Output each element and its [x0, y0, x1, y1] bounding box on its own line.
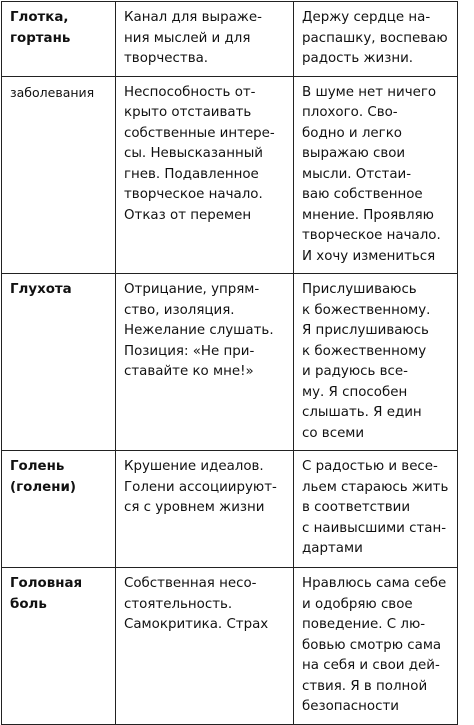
affirmation-line: и радуюсь все- — [302, 364, 408, 379]
affirmation-cell — [294, 2, 458, 77]
affirmation-line: творческое начало. — [302, 228, 441, 243]
affirmation-line: на себя и свои дей- — [302, 658, 440, 673]
ailments-table — [1, 1, 458, 725]
term-line: гортань — [10, 30, 71, 46]
problem-line: крыто отстаивать — [124, 105, 252, 120]
table-row — [2, 274, 458, 451]
problem-line: ство, изоляция. — [124, 302, 235, 318]
term-line: Головная — [10, 576, 83, 591]
problem-line: собственные интере- — [124, 125, 275, 141]
problem-line: Собственная несо- — [124, 576, 257, 591]
affirmation-line: льем стараюсь жить — [302, 479, 449, 495]
affirmation-line: бовью смотрю сама — [302, 637, 442, 653]
problem-cell — [116, 568, 294, 725]
affirmation-cell — [294, 274, 458, 451]
table-row — [2, 568, 458, 725]
problem-line: творчества. — [124, 51, 209, 66]
problem-line: Отрицание, упрям- — [124, 282, 260, 297]
term-line: Голень — [10, 459, 65, 474]
affirmation-line: плохого. Сво- — [302, 105, 398, 120]
affirmation-line: с наивысшими стан- — [302, 520, 447, 536]
affirmation-line: безопасности — [302, 699, 399, 714]
affirmation-line: Держу сердце на- — [302, 10, 431, 25]
problem-line: гнев. Подавленное — [124, 166, 259, 182]
problem-line: Канал для выраже- — [124, 10, 262, 25]
affirmation-line: радость жизни. — [302, 51, 414, 66]
affirmation-line: С радостью и весе- — [302, 459, 438, 474]
affirmation-line: бодно и легко — [302, 125, 402, 141]
affirmation-line: ствия. Я в полной — [302, 678, 428, 694]
affirmation-line: мнение. Проявляю — [302, 207, 434, 223]
affirmation-cell — [294, 451, 458, 568]
affirmation-line: к божественному — [302, 343, 427, 359]
problem-cell — [116, 2, 294, 77]
problem-line: стоятельность. — [124, 596, 233, 612]
affirmation-line: Прислушиваюсь — [302, 282, 417, 297]
table-row — [2, 76, 458, 274]
term-line: боль — [10, 596, 47, 612]
table-row — [2, 2, 458, 77]
problem-line: ния мыслей и для — [124, 30, 251, 46]
term-line: (голени) — [10, 479, 76, 495]
term-cell — [2, 2, 116, 77]
term-line: Глухота — [10, 282, 72, 297]
affirmation-line: в соответствии — [302, 500, 411, 515]
problem-cell — [116, 76, 294, 274]
problem-line: Позиция: «Не при- — [124, 343, 255, 359]
affirmation-line: В шуме нет ничего — [302, 84, 437, 100]
affirmation-line: Я прислушиваюсь — [302, 323, 429, 338]
affirmation-line: Нравлюсь сама себе — [302, 576, 447, 591]
affirmation-line: слышать. Я един — [302, 405, 422, 420]
affirmation-line: И хочу измениться — [302, 248, 436, 264]
term-cell — [2, 568, 116, 725]
table-row — [2, 451, 458, 568]
affirmation-line: мысли. Отстаи- — [302, 166, 412, 182]
problem-cell — [116, 274, 294, 451]
problem-line: сы. Невысказанный — [124, 146, 263, 161]
term-line: Глотка, — [10, 10, 69, 25]
problem-line: Голени ассоциируют- — [124, 479, 277, 495]
problem-line: ставайте ко мне!» — [124, 364, 254, 379]
term-cell — [2, 451, 116, 568]
problem-line: ся с уровнем жизни — [124, 500, 265, 515]
problem-line: Неспособность от- — [124, 84, 256, 100]
affirmation-line: распашку, воспеваю — [302, 30, 448, 46]
affirmation-cell — [294, 76, 458, 274]
affirmation-line: выражаю свои — [302, 146, 406, 161]
problem-line: Нежелание слушать. — [124, 323, 274, 338]
problem-cell — [116, 451, 294, 568]
affirmation-cell — [294, 568, 458, 725]
affirmation-line: дартами — [302, 541, 363, 556]
term-cell — [2, 274, 116, 451]
affirmation-line: к божественному. — [302, 302, 431, 318]
affirmation-line: му. Я способен — [302, 384, 408, 400]
problem-line: Крушение идеалов. — [124, 459, 264, 474]
term-cell — [2, 76, 116, 274]
problem-line: Самокритика. Страх — [124, 617, 269, 632]
term-line: заболевания — [10, 84, 95, 100]
problem-line: творческое начало. — [124, 187, 263, 202]
affirmation-line: со всеми — [302, 425, 365, 441]
problem-line: Отказ от перемен — [124, 207, 252, 223]
affirmation-line: поведение. С лю- — [302, 617, 426, 632]
affirmation-line: ваю собственное — [302, 187, 423, 202]
affirmation-line: и одобряю свое — [302, 596, 413, 612]
